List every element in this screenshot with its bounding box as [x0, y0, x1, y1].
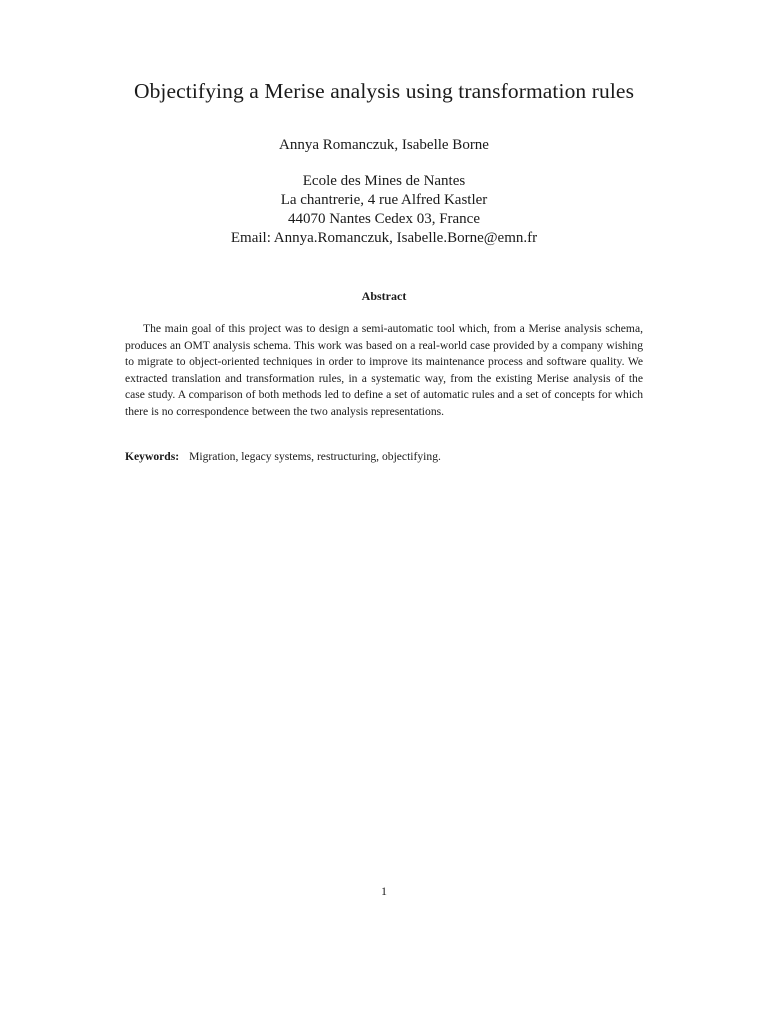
- paper-authors: Annya Romanczuk, Isabelle Borne: [279, 137, 489, 153]
- affiliation-line-email: Email: Annya.Romanczuk, Isabelle.Borne@emn.fr: [230, 230, 538, 246]
- affiliation-line-institution: Ecole des Mines de Nantes: [302, 173, 466, 189]
- keywords-text: Migration, legacy systems, restructuring, objectifying.: [189, 450, 441, 463]
- keywords-line: [125, 449, 643, 465]
- abstract-heading: Abstract: [361, 289, 407, 303]
- affiliation-line-street: La chantrerie, 4 rue Alfred Kastler: [280, 192, 488, 208]
- affiliation-line-city: 44070 Nantes Cedex 03, France: [287, 211, 481, 227]
- keywords-label: Keywords:: [125, 450, 180, 463]
- abstract-body: The main goal of this project was to design a semi-automatic tool which, from a Merise analysis schema, produces an OMT analysis schema. This work was based on a real-world case provided by a company wishing to migrate to object-oriented techniques in order to improve its maintenance process and software quality. We extracted translation and transformation rules, in a systematic way, from the existing Merise analysis of the case study. A comparison of both methods led to define a set of automatic rules and a set of concepts for which there is no correspondence between the two analysis representations.: [125, 322, 643, 418]
- page-number: 1: [381, 884, 387, 898]
- paper-title: Objectifying a Merise analysis using transformation rules: [133, 79, 635, 103]
- author-affiliation: [0, 172, 768, 248]
